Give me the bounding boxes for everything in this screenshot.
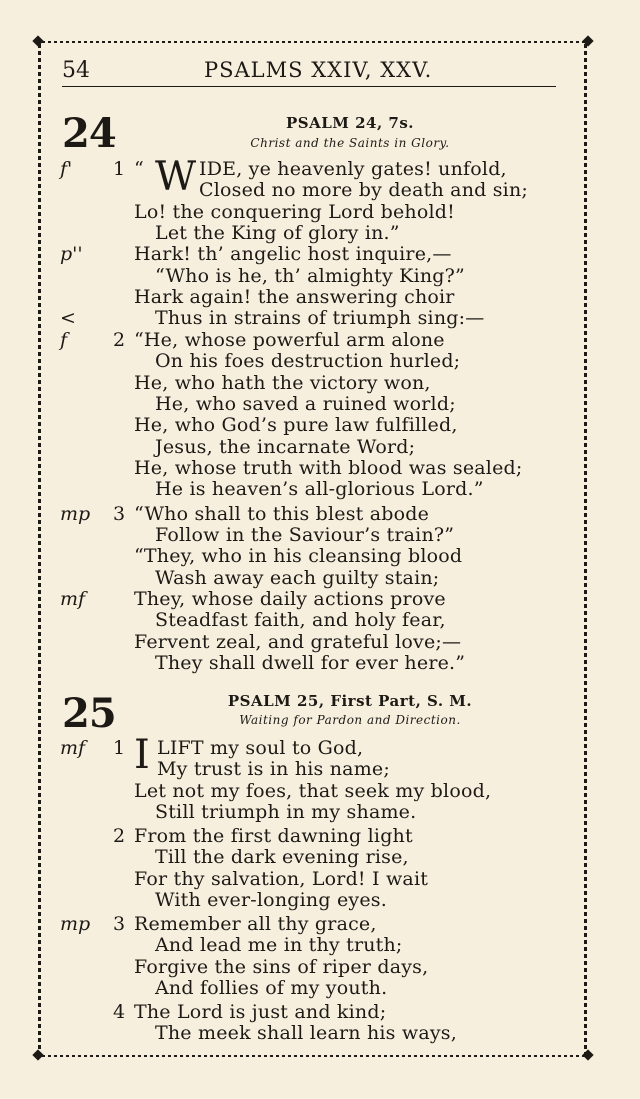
ornamental-border-bottom — [36, 1051, 590, 1061]
running-title: PSALMS XXIV, XXV. — [204, 58, 433, 82]
hymn-line: And follies of my youth. — [155, 977, 388, 999]
hymn-line: The Lord is just and kind; — [134, 1001, 387, 1023]
hymn-line: Thus in strains of triumph sing:— — [155, 307, 485, 329]
dynamic-marking: f' — [60, 158, 73, 180]
hymn-line: He is heaven’s all-glorious Lord.” — [155, 478, 484, 500]
hymn-line: “He, whose powerful arm alone — [134, 329, 445, 351]
dynamic-marking: < — [60, 307, 76, 329]
dynamic-marking: f — [60, 329, 68, 351]
dynamic-marking: p'' — [60, 243, 83, 265]
verse-number: 3 — [113, 503, 126, 525]
hymn-line: With ever-longing eyes. — [155, 889, 387, 911]
hymn-line: He, whose truth with blood was sealed; — [134, 457, 523, 479]
hymn-line: “Who is he, th’ almighty King?” — [155, 265, 465, 287]
page-header — [62, 58, 556, 87]
psalm-25-subtitle: Waiting for Pardon and Direction. — [239, 713, 461, 727]
hymn-line: Let the King of glory in.” — [155, 222, 400, 244]
hymn-line: Remember all thy grace, — [134, 913, 377, 935]
page-number: 54 — [62, 58, 90, 83]
opening-quote: “ — [134, 158, 144, 180]
hymn-line: Closed no more by death and sin; — [199, 179, 529, 201]
ornamental-border-top — [36, 37, 590, 47]
hymn-line: Till the dark evening rise, — [155, 846, 409, 868]
drop-cap: W — [155, 154, 197, 200]
hymn-line: On his foes destruction hurled; — [155, 350, 461, 372]
hymn-line: Steadfast faith, and holy fear, — [155, 609, 446, 631]
psalm-25-title: PSALM 25, First Part, S. M. — [227, 692, 473, 710]
verse-number: 2 — [113, 329, 126, 351]
hymn-line: From the first dawning light — [134, 825, 413, 847]
hymn-line: And lead me in thy truth; — [155, 934, 403, 956]
hymn-line: They shall dwell for ever here.” — [155, 652, 466, 674]
ornamental-border-right — [584, 44, 587, 1054]
psalm-24-number: 24 — [62, 110, 116, 157]
verse-number: 4 — [113, 1001, 126, 1023]
hymn-line: The meek shall learn his ways, — [155, 1022, 457, 1044]
hymn-line: Hark again! the answering choir — [134, 286, 455, 308]
hymn-line: They, whose daily actions prove — [134, 588, 446, 610]
hymn-line: My trust is in his name; — [157, 758, 390, 780]
psalm-25-number: 25 — [62, 690, 116, 737]
dynamic-marking: mf — [60, 588, 86, 610]
psalm-24-title: PSALM 24, 7s. — [285, 114, 415, 132]
dynamic-marking: mp — [60, 503, 91, 525]
hymn-line: Lo! the conquering Lord behold! — [134, 201, 455, 223]
hymn-line: LIFT my soul to God, — [157, 737, 364, 759]
hymn-line: Let not my foes, that seek my blood, — [134, 780, 492, 802]
psalm-24-subtitle: Christ and the Saints in Glory. — [250, 136, 450, 150]
hymn-line: He, who saved a ruined world; — [155, 393, 456, 415]
hymn-line: He, who hath the victory won, — [134, 372, 431, 394]
hymn-line: Wash away each guilty stain; — [155, 567, 440, 589]
verse-number: 1 — [113, 158, 126, 180]
dynamic-marking: mp — [60, 913, 91, 935]
verse-number: 1 — [113, 737, 126, 759]
hymn-line: “Who shall to this blest abode — [134, 503, 430, 525]
hymn-line: Still triumph in my shame. — [155, 801, 417, 823]
drop-cap: I — [134, 732, 150, 778]
hymn-line: Follow in the Saviour’s train?” — [155, 524, 455, 546]
verse-number: 3 — [113, 913, 126, 935]
hymn-line: “They, who in his cleansing blood — [134, 545, 463, 567]
hymn-line: He, who God’s pure law fulfilled, — [134, 414, 458, 436]
hymn-line: Fervent zeal, and grateful love;— — [134, 631, 462, 653]
ornamental-border-left — [38, 44, 41, 1054]
verse-number: 2 — [113, 825, 126, 847]
dynamic-marking: mf — [60, 737, 86, 759]
hymn-line: Hark! th’ angelic host inquire,— — [134, 243, 452, 265]
hymn-line: For thy salvation, Lord! I wait — [134, 868, 429, 890]
hymn-line: IDE, ye heavenly gates! unfold, — [199, 158, 507, 180]
hymn-line: Forgive the sins of riper days, — [134, 956, 429, 978]
hymn-line: Jesus, the incarnate Word; — [155, 436, 416, 458]
